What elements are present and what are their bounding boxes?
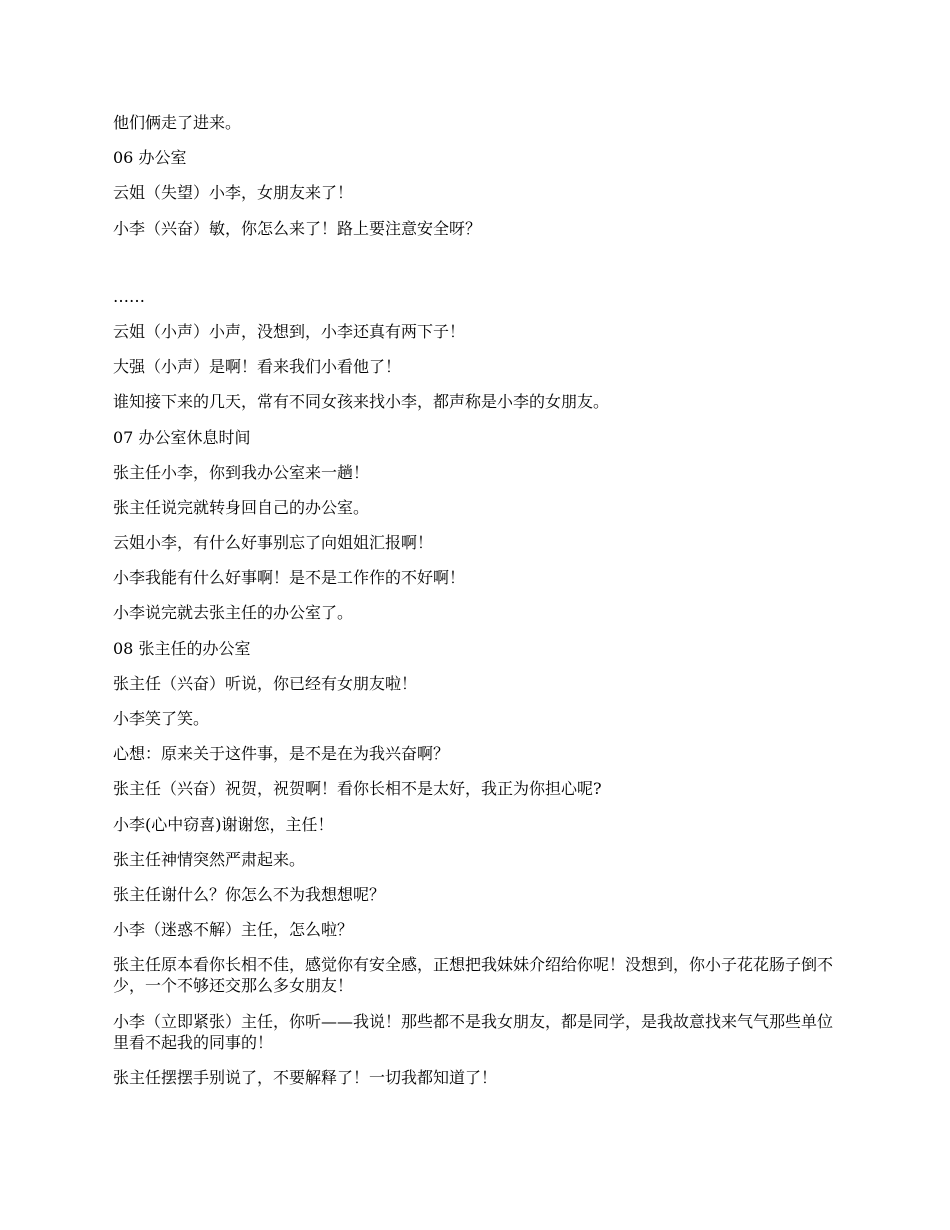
- dialogue-line: 云姐（失望）小李，女朋友来了！: [113, 183, 354, 203]
- dialogue-line: 云姐小李，有什么好事别忘了向姐姐汇报啊！: [113, 533, 434, 553]
- narration-line: 心想：原来关于这件事，是不是在为我兴奋啊？: [113, 744, 450, 764]
- dialogue-line: 小李我能有什么好事啊！是不是工作作的不好啊！: [113, 568, 466, 588]
- paragraph: 他们俩走了进来。: [113, 113, 242, 132]
- dialogue-line: 小李（立即紧张）主任，你听——我说！那些都不是我女朋友，都是同学，是我故意找来气气那些单位里看不起我的同事的！: [113, 1011, 834, 1052]
- dialogue-line: 小李(心中窃喜)谢谢您，主任！: [113, 814, 334, 834]
- dialogue-line: 张主任摆摆手别说了，不要解释了！一切我都知道了！: [113, 1067, 498, 1087]
- dialogue-line: 张主任谢什么？你怎么不为我想想呢？: [113, 884, 386, 904]
- narration-line: 小李笑了笑。: [113, 709, 210, 728]
- document-page: [113, 112, 843, 1102]
- narration-line: 张主任说完就转身回自己的办公室。: [113, 497, 370, 517]
- scene-heading: 06 办公室: [113, 148, 187, 168]
- dialogue-line: 小李（兴奋）敏，你怎么来了！路上要注意安全呀？: [113, 218, 482, 238]
- narration-line: 谁知接下来的几天，常有不同女孩来找小李，都声称是小李的女朋友。: [113, 392, 610, 412]
- scene-heading: 07 办公室休息时间: [113, 427, 251, 447]
- dialogue-line: 张主任小李，你到我办公室来一趟！: [113, 462, 370, 482]
- scene-heading: 08 张主任的办公室: [113, 638, 251, 658]
- dialogue-line: 大强（小声）是啊！看来我们小看他了！: [113, 357, 402, 377]
- ellipsis-line: ……: [113, 286, 145, 306]
- dialogue-line: 张主任（兴奋）听说，你已经有女朋友啦！: [113, 673, 418, 693]
- dialogue-line: 张主任（兴奋）祝贺，祝贺啊！看你长相不是太好，我正为你担心呢?: [113, 779, 602, 799]
- narration-line: 张主任神情突然严肃起来。: [113, 849, 306, 869]
- dialogue-line: 张主任原本看你长相不佳，感觉你有安全感，正想把我妹妹介绍给你呢！没想到，你小子花花肠子倒不少，一个不够还交那么多女朋友！: [113, 955, 834, 996]
- narration-line: 小李说完就去张主任的办公室了。: [113, 603, 354, 623]
- blank-line: [113, 253, 843, 286]
- dialogue-line: 小李（迷惑不解）主任，怎么啦？: [113, 920, 354, 940]
- dialogue-line: 云姐（小声）小声，没想到，小李还真有两下子！: [113, 321, 466, 341]
